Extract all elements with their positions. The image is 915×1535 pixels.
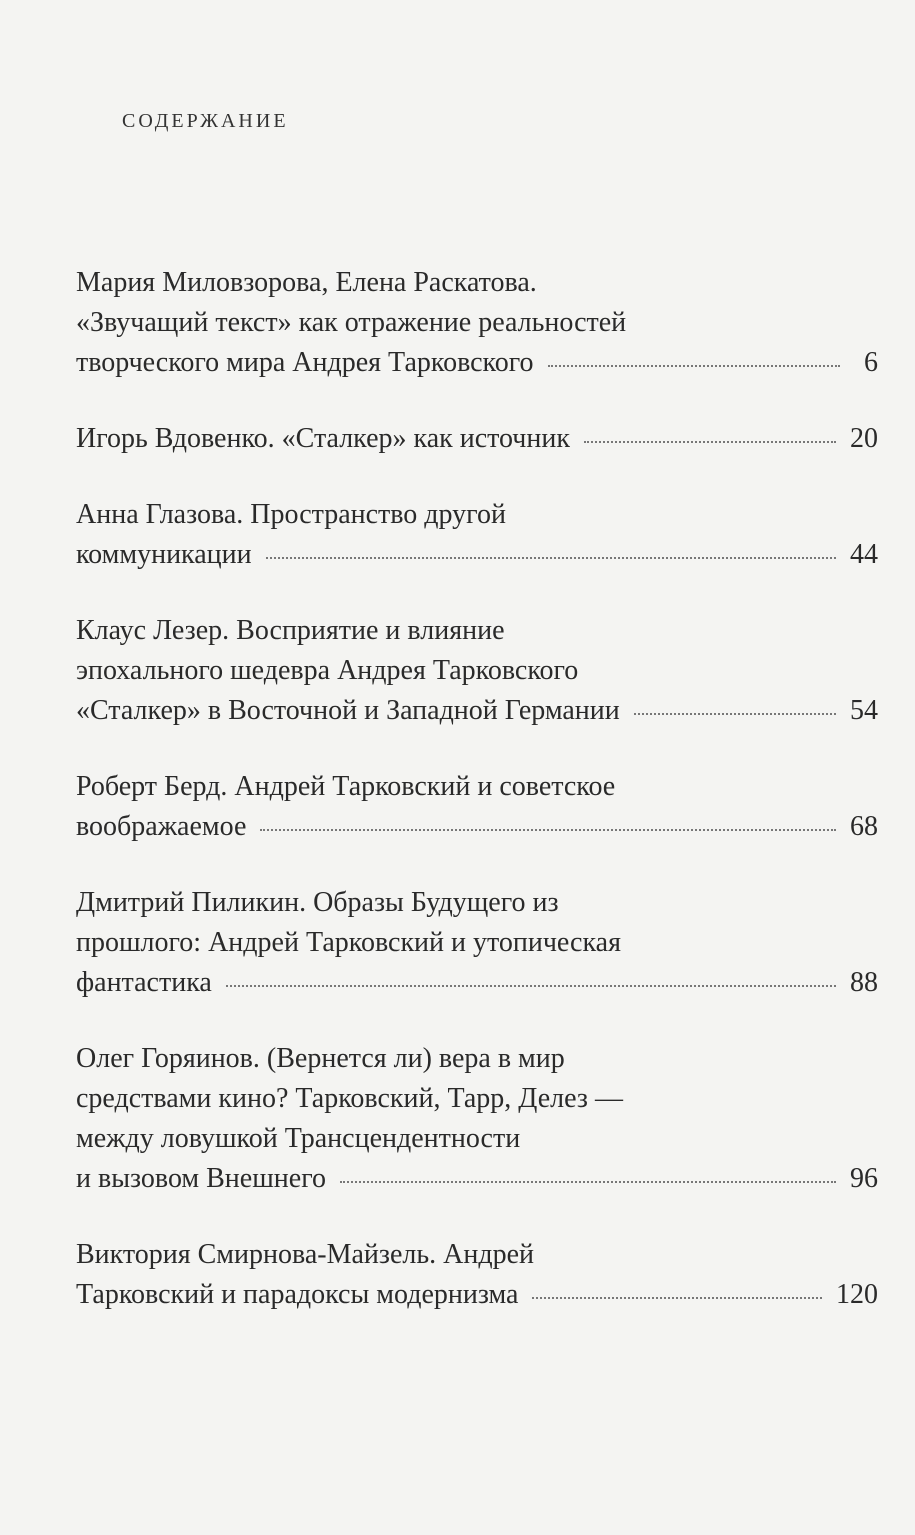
toc-entry-line: Клаус Лезер. Восприятие и влияние (76, 615, 505, 646)
page-number: 88 (850, 967, 878, 998)
toc-entry-line: «Сталкер» в Восточной и Западной Германии (76, 695, 620, 726)
toc-entry-last-line (76, 419, 878, 459)
toc-entry (76, 419, 878, 459)
toc-entry-line: воображаемое (76, 811, 247, 842)
dot-leader (548, 363, 840, 367)
toc-entry-line: между ловушкой Трансцендентности (76, 1123, 521, 1154)
toc-entry-line: Роберт Берд. Андрей Тарковский и советское (76, 771, 616, 802)
dot-leader (532, 1295, 822, 1299)
dot-leader (634, 711, 836, 715)
toc-entry (76, 263, 878, 383)
toc-entry-line: средствами кино? Тарковский, Тарр, Делез — (76, 1083, 623, 1114)
page-number: 96 (850, 1163, 878, 1194)
toc-entry (76, 1235, 878, 1315)
toc-entry (76, 883, 878, 1003)
toc-entry (76, 1039, 878, 1199)
dot-leader (584, 439, 836, 443)
page-number: 68 (850, 811, 878, 842)
toc-entry-last-line (76, 963, 878, 1003)
page-number: 20 (850, 423, 878, 454)
toc-entry-last-line (76, 807, 878, 847)
toc-entry-last-line (76, 535, 878, 575)
toc-entry-line: Олег Горяинов. (Вернется ли) вера в мир (76, 1043, 565, 1074)
toc-entry-line: Дмитрий Пиликин. Образы Будущего из (76, 887, 559, 918)
page-number: 6 (864, 347, 878, 378)
toc-entry-last-line (76, 691, 878, 731)
toc-entry-last-line (76, 343, 878, 383)
page-number: 44 (850, 539, 878, 570)
dot-leader (266, 555, 836, 559)
page-number: 120 (836, 1279, 878, 1310)
toc-heading: СОДЕРЖАНИЕ (122, 110, 289, 132)
toc-entry-line: Мария Миловзорова, Елена Раскатова. (76, 267, 537, 298)
dot-leader (226, 983, 836, 987)
toc-entry-line: «Звучащий текст» как отражение реальностей (76, 307, 627, 338)
toc-entry-line: Анна Глазова. Пространство другой (76, 499, 506, 530)
toc-entry-line: Игорь Вдовенко. «Сталкер» как источник (76, 423, 570, 454)
toc-entry (76, 611, 878, 731)
dot-leader (260, 827, 836, 831)
toc-entry-line: фантастика (76, 967, 212, 998)
toc-entry-line: эпохального шедевра Андрея Тарковского (76, 655, 579, 686)
toc-entry-last-line (76, 1275, 878, 1315)
toc-list (76, 263, 878, 1351)
toc-entry-last-line (76, 1159, 878, 1199)
page-number: 54 (850, 695, 878, 726)
toc-entry (76, 495, 878, 575)
toc-entry-line: прошлого: Андрей Тарковский и утопическая (76, 927, 621, 958)
toc-entry-line: и вызовом Внешнего (76, 1163, 326, 1194)
toc-entry-line: Тарковский и парадоксы модернизма (76, 1279, 519, 1310)
toc-entry-line: коммуникации (76, 539, 252, 570)
toc-entry (76, 767, 878, 847)
dot-leader (340, 1179, 836, 1183)
toc-entry-line: творческого мира Андрея Тарковского (76, 347, 534, 378)
toc-entry-line: Виктория Смирнова-Майзель. Андрей (76, 1239, 534, 1270)
